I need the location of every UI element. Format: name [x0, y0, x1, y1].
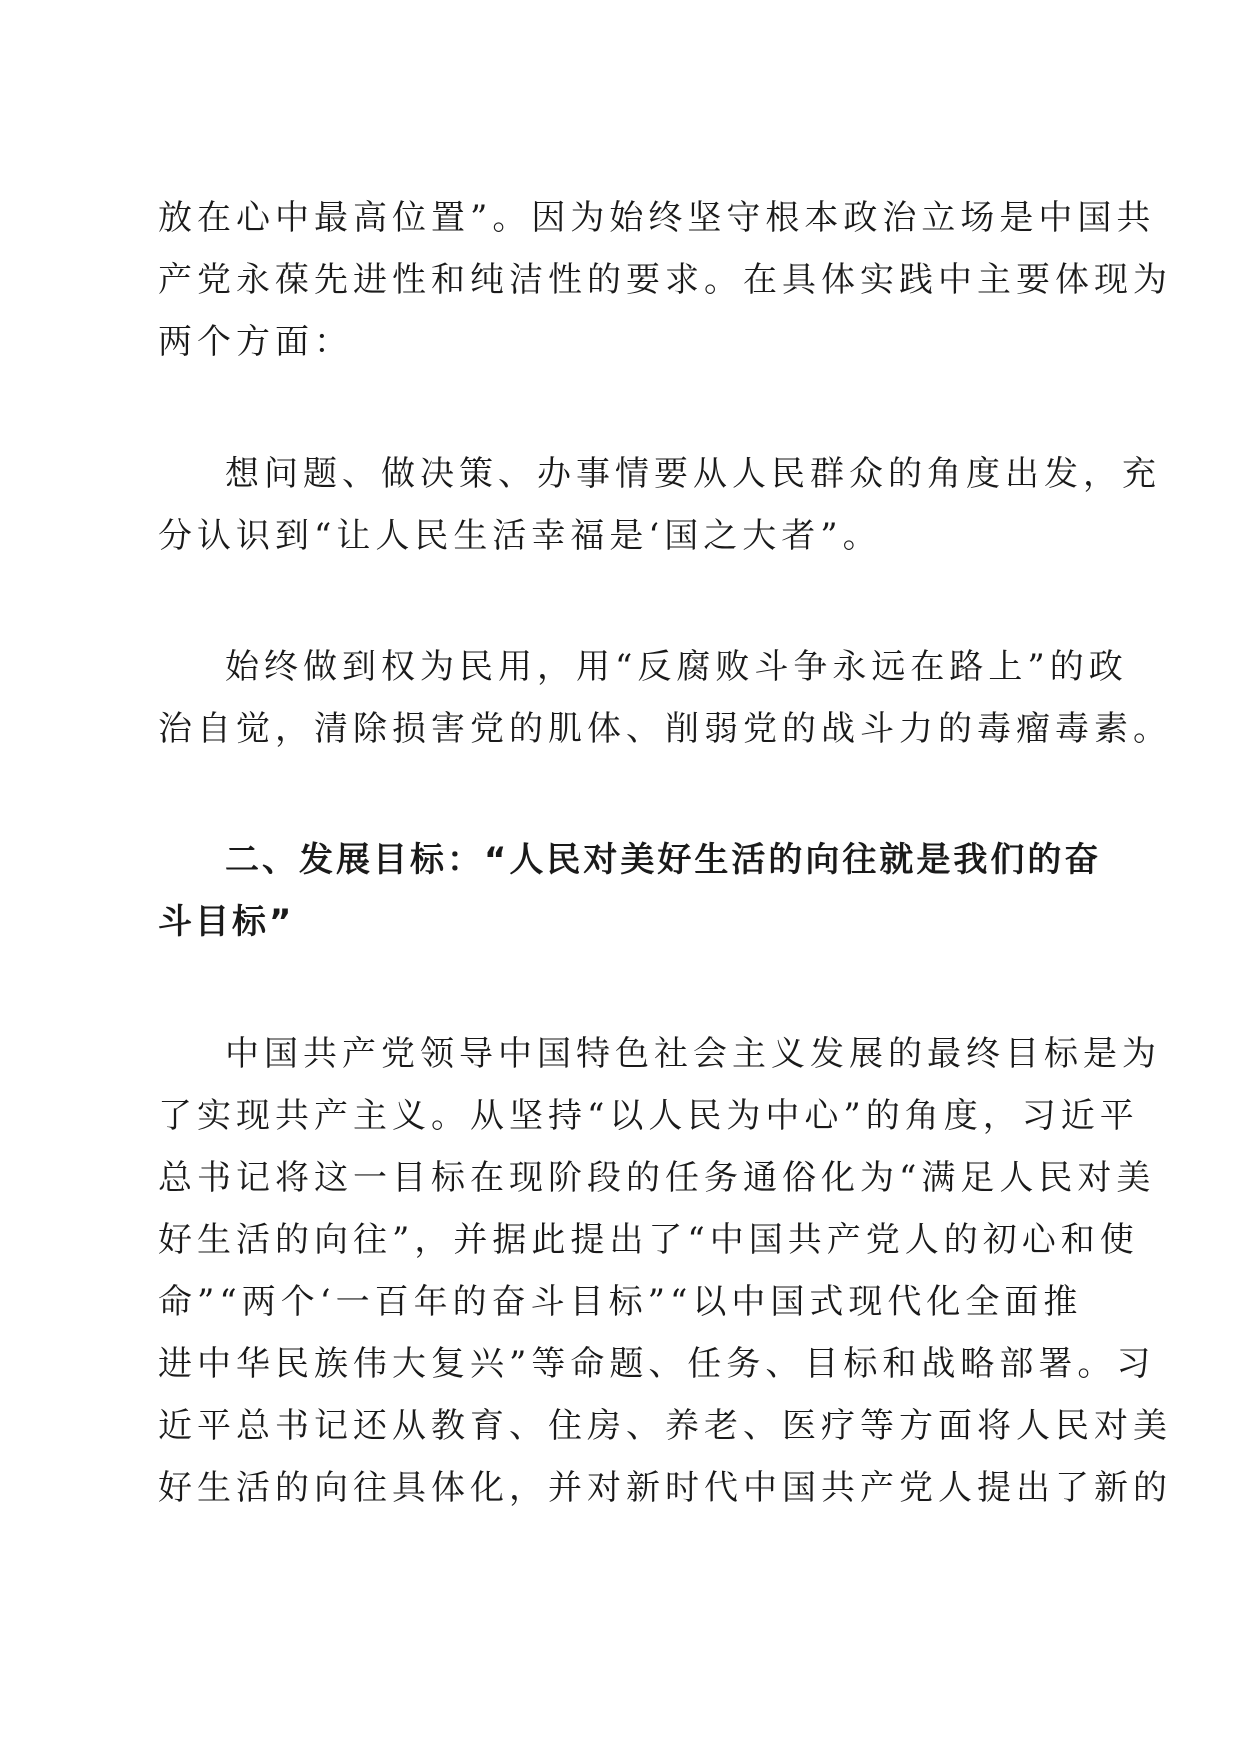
- paragraph-line: 两个方面：: [158, 322, 353, 362]
- paragraph-line: 好生活的向往具体化，并对新时代中国共产党人提出了新的: [158, 1468, 1172, 1508]
- paragraph-line: 好生活的向往”，并据此提出了“中国共产党人的初心和使: [158, 1220, 1139, 1260]
- paragraph-line: 总书记将这一目标在现阶段的任务通俗化为“满足人民对美: [158, 1158, 1156, 1198]
- paragraph-line: 治自觉，清除损害党的肌体、削弱党的战斗力的毒瘤毒素。: [158, 709, 1172, 749]
- paragraph-line: 了实现共产主义。从坚持“以人民为中心”的角度，习近平: [158, 1096, 1139, 1136]
- paragraph-line: 近平总书记还从教育、住房、养老、医疗等方面将人民对美: [158, 1406, 1172, 1446]
- paragraph-line: 命”“两个‘一百年的奋斗目标”“以中国式现代化全面推: [158, 1282, 1083, 1322]
- paragraph-line: 始终做到权为民用，用“反腐败斗争永远在路上”的政: [225, 647, 1128, 687]
- paragraph-line: 产党永葆先进性和纯洁性的要求。在具体实践中主要体现为: [158, 260, 1172, 300]
- section-heading: 二、发展目标：“人民对美好生活的向往就是我们的奋: [225, 840, 1102, 880]
- paragraph-line: 中国共产党领导中国特色社会主义发展的最终目标是为: [225, 1034, 1161, 1074]
- section-heading: 斗目标”: [158, 902, 295, 942]
- paragraph-line: 分认识到“让人民生活幸福是‘国之大者”。: [158, 516, 882, 556]
- paragraph-line: 想问题、做决策、办事情要从人民群众的角度出发，充: [225, 454, 1161, 494]
- paragraph-line: 放在心中最高位置”。因为始终坚守根本政治立场是中国共: [158, 198, 1156, 238]
- paragraph-line: 进中华民族伟大复兴”等命题、任务、目标和战略部署。习: [158, 1344, 1156, 1384]
